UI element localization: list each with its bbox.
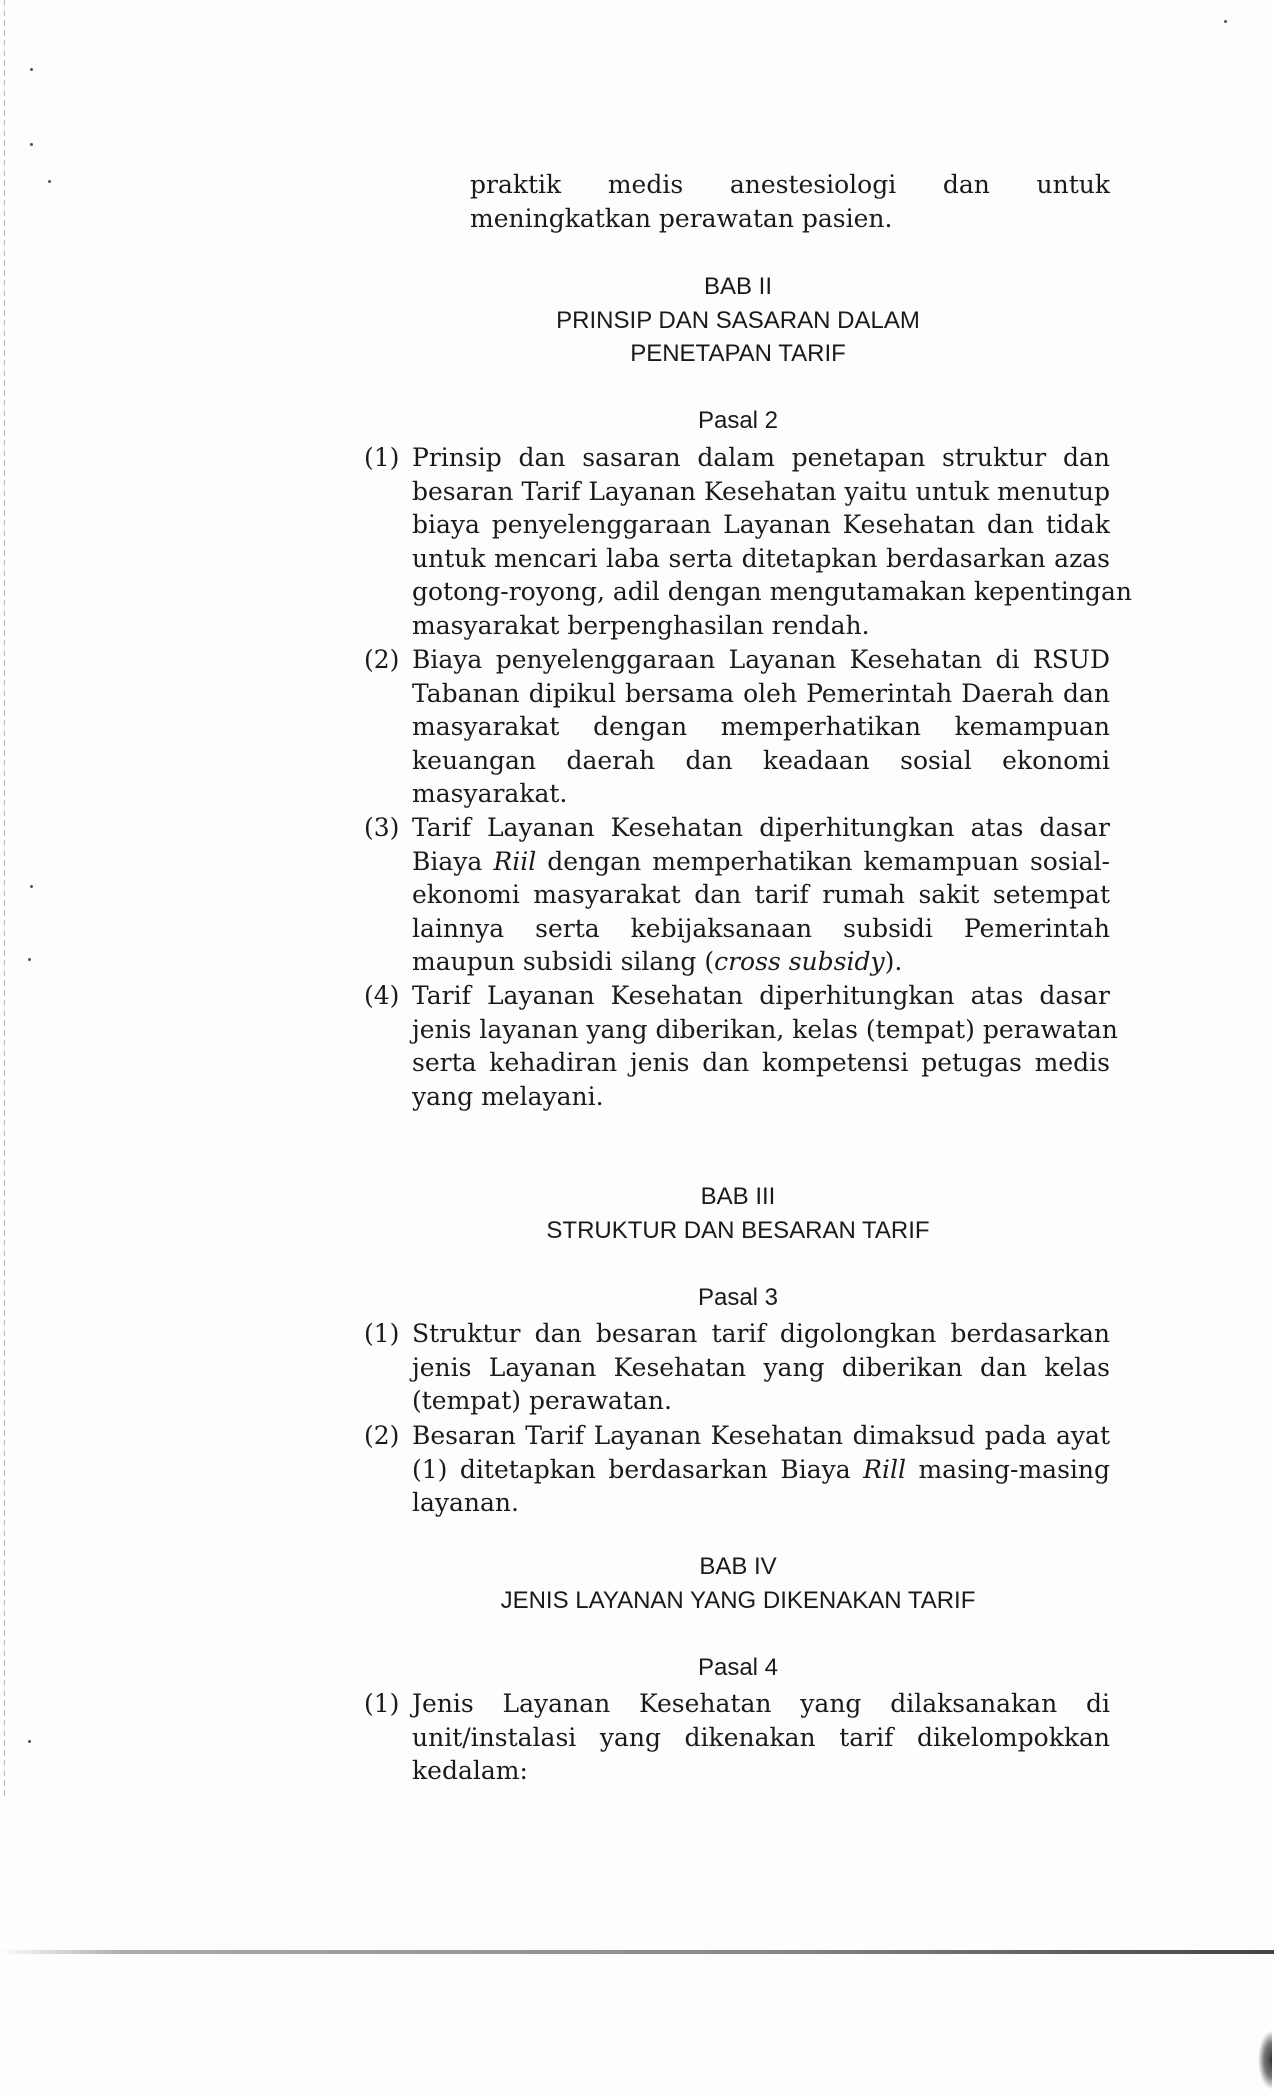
scan-speck <box>48 180 51 183</box>
text-line: praktik medis anestesiologi dan untuk <box>470 170 1110 199</box>
item-number: (1) <box>364 1689 400 1718</box>
bab-2-title-line-1: PRINSIP DAN SASARAN DALAM <box>556 307 920 334</box>
bab-3-title: STRUKTUR DAN BESARAN TARIF <box>546 1217 930 1244</box>
text-line: Prinsip dan sasaran dalam penetapan struktur dan <box>412 443 1110 472</box>
item-number: (2) <box>364 1421 400 1450</box>
scan-speck <box>28 958 31 961</box>
text-line: Tarif Layanan Kesehatan diperhitungkan atas dasar <box>412 981 1110 1010</box>
text-line: serta kehadiran jenis dan kompetensi petugas medis <box>412 1048 1110 1077</box>
text-line: Besaran Tarif Layanan Kesehatan dimaksud pada ayat <box>412 1421 1110 1450</box>
scan-corner-mark <box>1258 2030 1272 2090</box>
pasal-2-heading: Pasal 2 <box>697 407 779 434</box>
bab-2-title-line-2: PENETAPAN TARIF <box>630 340 846 367</box>
text-line: Tarif Layanan Kesehatan diperhitungkan atas dasar <box>412 813 1110 842</box>
text-line-with-italic: Biaya Riil dengan memperhatikan kemampuan sosial- <box>412 846 1111 876</box>
pasal-2-item-3 <box>412 811 1110 979</box>
pasal-3-item-2 <box>412 1419 1110 1520</box>
pasal-4-item-1 <box>412 1687 1110 1788</box>
pasal-2-item-1 <box>412 441 1132 642</box>
text-line: masyarakat dengan memperhatikan kemampuan <box>412 712 1110 741</box>
text-line: masyarakat berpenghasilan rendah. <box>412 610 870 640</box>
scan-bottom-rule <box>0 1950 1274 1954</box>
pasal-3-heading: Pasal 3 <box>697 1284 779 1311</box>
text-line: ekonomi masyarakat dan tarif rumah sakit setempat <box>412 880 1110 909</box>
scan-speck <box>30 143 33 146</box>
text-line: besaran Tarif Layanan Kesehatan yaitu untuk menutup <box>412 476 1110 506</box>
text-line: gotong-royong, adil dengan mengutamakan kepentingan <box>412 577 1132 606</box>
pasal-3-item-1 <box>412 1317 1110 1418</box>
item-number: (1) <box>364 1319 400 1348</box>
text-line: unit/instalasi yang dikenakan tarif dikelompokkan <box>412 1722 1110 1752</box>
pasal-4-heading: Pasal 4 <box>697 1654 779 1681</box>
text-line: meningkatkan perawatan pasien. <box>470 203 893 233</box>
intro-paragraph <box>470 168 1110 235</box>
scan-speck <box>30 68 33 71</box>
text-line: lainnya serta kebijaksanaan subsidi Pemerintah <box>412 913 1110 943</box>
text-line: Tabanan dipikul bersama oleh Pemerintah Daerah dan <box>412 678 1110 708</box>
text-line: biaya penyelenggaraan Layanan Kesehatan dan tidak <box>412 510 1110 539</box>
text-line: Jenis Layanan Kesehatan yang dilaksanakan di <box>412 1689 1110 1718</box>
text-line: keuangan daerah dan keadaan sosial ekonomi <box>412 745 1110 775</box>
text-line: Struktur dan besaran tarif digolongkan berdasarkan <box>412 1319 1110 1348</box>
item-number: (1) <box>364 443 400 472</box>
text-line: (tempat) perawatan. <box>412 1386 672 1415</box>
text-line: Biaya penyelenggaraan Layanan Kesehatan di RSUD <box>412 645 1110 674</box>
bab-4-title: JENIS LAYANAN YANG DIKENAKAN TARIF <box>500 1587 976 1614</box>
text-line: jenis Layanan Kesehatan yang diberikan dan kelas <box>412 1352 1110 1382</box>
pasal-2-item-2 <box>412 643 1110 811</box>
bab-2-heading: BAB II <box>703 273 773 300</box>
text-line: masyarakat. <box>412 779 568 808</box>
text-line-with-italic: (1) ditetapkan berdasarkan Biaya Rill masing-masing <box>412 1454 1110 1484</box>
item-number: (3) <box>364 813 400 842</box>
text-line: untuk mencari laba serta ditetapkan berdasarkan azas <box>412 543 1110 573</box>
item-number: (4) <box>364 981 400 1010</box>
text-line: jenis layanan yang diberikan, kelas (tempat) perawatan <box>412 1014 1118 1044</box>
item-number: (2) <box>364 645 400 674</box>
text-line: yang melayani. <box>412 1081 604 1111</box>
bab-4-heading: BAB IV <box>699 1553 777 1580</box>
pasal-2-item-4 <box>412 979 1118 1113</box>
scan-margin-line <box>4 0 5 1800</box>
bab-3-heading: BAB III <box>700 1183 776 1210</box>
scan-speck <box>28 1740 31 1743</box>
scan-speck <box>30 885 33 888</box>
text-line-with-italic: maupun subsidi silang (cross subsidy). <box>412 947 903 976</box>
text-line: layanan. <box>412 1488 519 1517</box>
text-line: kedalam: <box>412 1756 528 1785</box>
scan-speck <box>1224 20 1227 23</box>
